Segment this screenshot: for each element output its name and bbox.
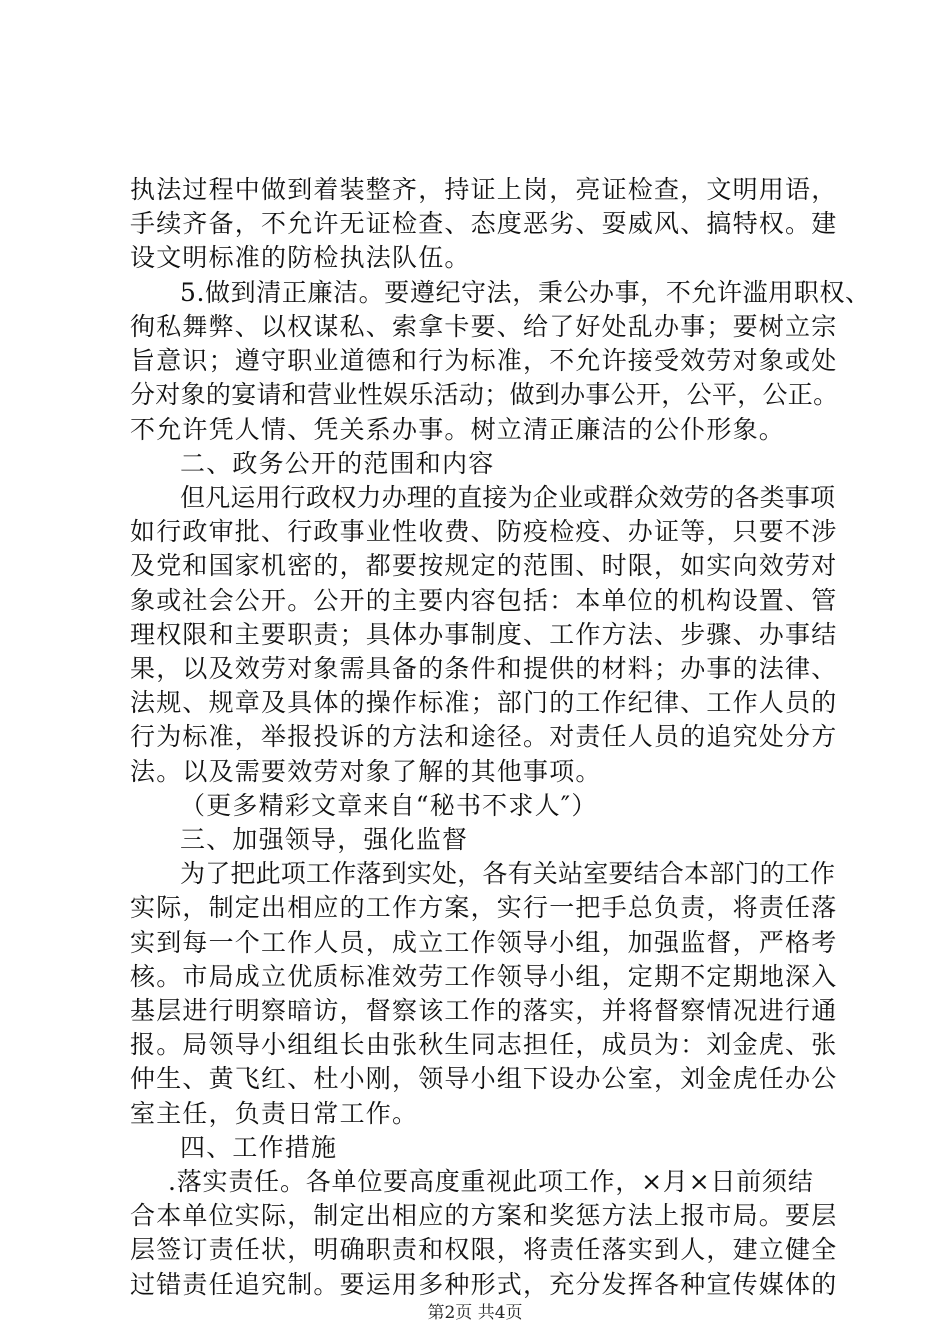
text-line: 理权限和主要职责；具体办事制度、工作方法、步骤、办事结	[130, 620, 838, 649]
section-heading: 三、加强领导，强化监督	[180, 825, 469, 854]
text-line: 过错责任追究制。要运用多种形式，充分发挥各种宣传媒体的	[130, 1270, 838, 1299]
text-line: 法规、规章及具体的操作标准；部门的工作纪律、工作人员的	[130, 688, 838, 717]
text-line: 旨意识；遵守职业道德和行为标准，不允许接受效劳对象或处	[130, 346, 838, 375]
text-line: 不允许凭人情、凭关系办事。树立清正廉洁的公仆形象。	[130, 415, 786, 444]
text-line: 分对象的宴请和营业性娱乐活动；做到办事公开，公平，公正。	[130, 380, 839, 409]
text-line: 象或社会公开。公开的主要内容包括：本单位的机构设置、管	[130, 586, 838, 615]
source-note: （更多精彩文章来自“秘书不求人″）	[180, 791, 598, 820]
text-line: 手续齐备，不允许无证检查、态度恶劣、耍威风、搞特权。建	[130, 209, 838, 238]
text-line: 合本单位实际，制定出相应的方案和奖惩方法上报市局。要层	[130, 1201, 838, 1230]
text-line: 行为标准，举报投诉的方法和途径。对责任人员的追究处分方	[130, 722, 838, 751]
text-line: 及党和国家机密的，都要按规定的范围、时限，如实向效劳对	[130, 551, 838, 580]
text-line: 为了把此项工作落到实处，各有关站室要结合本部门的工作	[180, 859, 836, 888]
text-line: 果，以及效劳对象需具备的条件和提供的材料；办事的法律、	[130, 654, 838, 683]
text-line: 徇私舞弊、以权谋私、索拿卡要、给了好处乱办事；要树立宗	[130, 312, 838, 341]
text-line: 实到每一个工作人员，成立工作领导小组，加强监督，严格考	[130, 928, 838, 957]
text-line: 室主任，负责日常工作。	[130, 1099, 419, 1128]
text-line: 仲生、黄飞红、杜小刚，领导小组下设办公室，刘金虎任办公	[130, 1064, 838, 1093]
text-line: 报。局领导小组组长由张秋生同志担任，成员为：刘金虎、张	[130, 1030, 838, 1059]
text-line: 设文明标准的防检执法队伍。	[130, 243, 471, 272]
page-number: 第2页 共4页	[427, 1303, 523, 1323]
section-heading: 四、工作措施	[180, 1133, 338, 1162]
text-line: 执法过程中做到着装整齐，持证上岗，亮证检查，文明用语，	[130, 175, 838, 204]
text-line: 但凡运用行政权力办理的直接为企业或群众效劳的各类事项	[180, 483, 836, 512]
text-line: 基层进行明察暗访，督察该工作的落实，并将督察情况进行通	[130, 996, 838, 1025]
text-line: 核。市局成立优质标准效劳工作领导小组，定期不定期地深入	[130, 962, 838, 991]
text-line: .落实责任。各单位要高度重视此项工作，×月×日前须结	[168, 1167, 814, 1196]
text-line: 实际，制定出相应的工作方案，实行一把手总负责，将责任落	[130, 893, 838, 922]
text-line: 法。以及需要效劳对象了解的其他事项。	[130, 757, 602, 786]
text-line: 5.做到清正廉洁。要遵纪守法，秉公办事，不允许滥用职权、	[180, 278, 871, 307]
text-line: 如行政审批、行政事业性收费、防疫检疫、办证等，只要不涉	[130, 517, 838, 546]
text-line: 层签订责任状，明确职责和权限，将责任落实到人，建立健全	[130, 1235, 838, 1264]
section-heading: 二、政务公开的范围和内容	[180, 449, 495, 478]
